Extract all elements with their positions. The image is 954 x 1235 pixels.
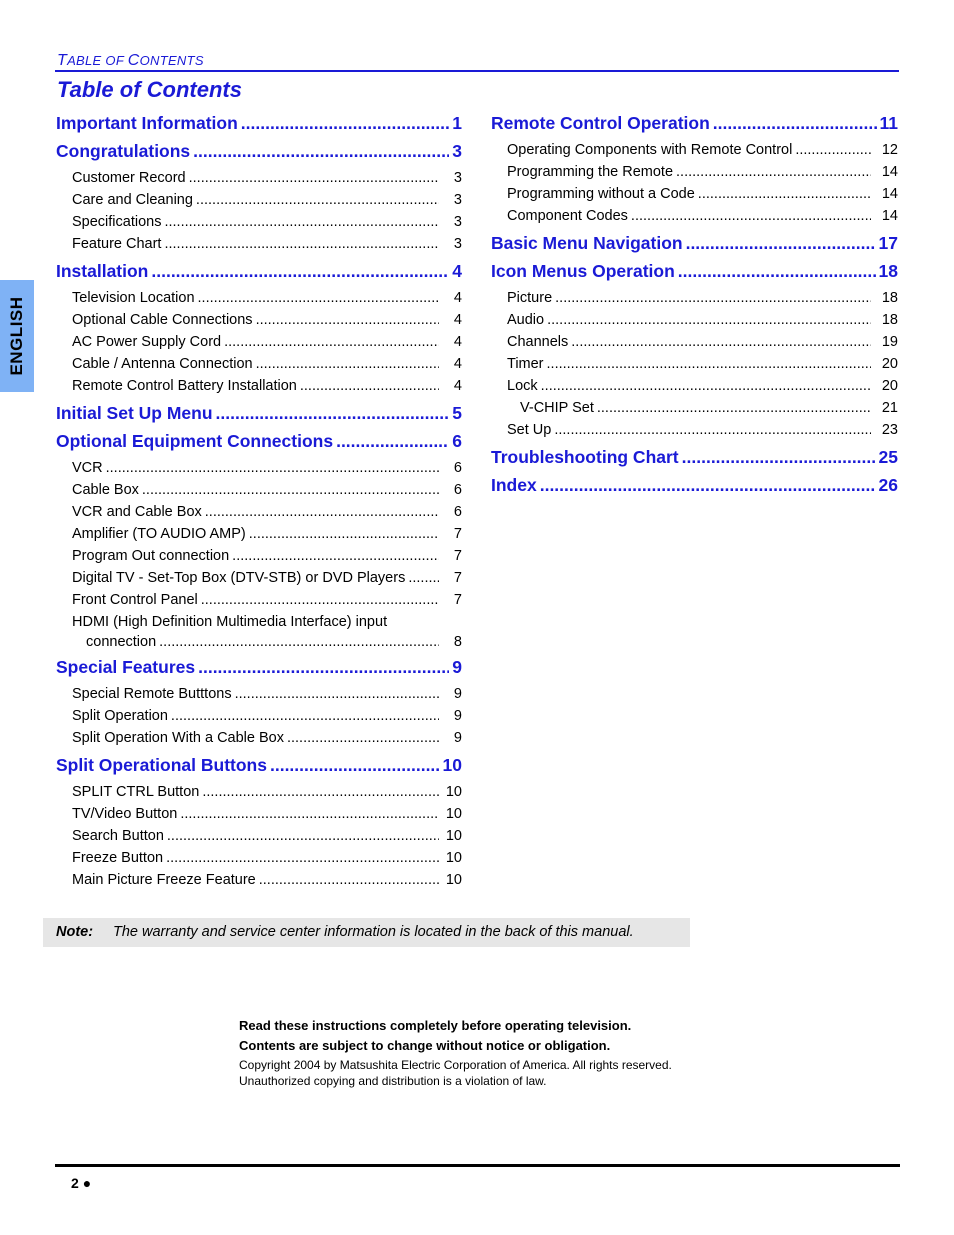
- entry-page-number: 3: [453, 214, 462, 230]
- entry-label: Picture: [507, 290, 553, 306]
- toc-section-link[interactable]: [56, 140, 462, 168]
- entry-page-number: 10: [445, 784, 462, 800]
- dot-leader: [142, 480, 439, 500]
- dot-leader: [300, 376, 439, 396]
- entry-label: Care and Cleaning: [72, 192, 193, 208]
- entry-page-number: 10: [445, 828, 462, 844]
- entry-label: Special Remote Butttons: [72, 686, 232, 702]
- section-title: Optional Equipment Connections: [56, 431, 334, 451]
- section-spacer: [56, 892, 462, 896]
- entry-page-number: 20: [881, 356, 898, 372]
- language-tab: [0, 280, 34, 392]
- toc-entry-link[interactable]: [56, 376, 462, 398]
- entry-page-number: 18: [881, 290, 898, 306]
- toc-entry-link[interactable]: [491, 162, 898, 184]
- dot-leader: [540, 474, 876, 496]
- dot-leader: [166, 848, 439, 868]
- entry-page-number: 9: [453, 686, 462, 702]
- entry-label: Audio: [507, 312, 545, 328]
- entry-label: Customer Record: [72, 170, 186, 186]
- toc-section-link[interactable]: [56, 754, 462, 782]
- toc-left-column: [56, 112, 462, 896]
- entry-page-number: 8: [453, 634, 462, 650]
- entry-label: Feature Chart: [72, 236, 162, 252]
- copyright-line: Copyright 2004 by Matsushita Electric Corporation of America. All rights reserved.: [239, 1058, 672, 1072]
- toc-entry-link[interactable]: [56, 524, 462, 546]
- section-title: Remote Control Operation: [491, 113, 710, 133]
- section-page-number: 11: [879, 113, 898, 133]
- entry-page-number: 20: [881, 378, 898, 394]
- dot-leader: [189, 168, 439, 188]
- section-page-number: 18: [878, 261, 898, 281]
- legal-notice: [239, 1016, 709, 1089]
- entry-label: Optional Cable Connections: [72, 312, 253, 328]
- toc-section-link[interactable]: [491, 474, 898, 502]
- dot-leader: [698, 184, 871, 204]
- dot-leader: [287, 728, 439, 748]
- page-title: Table of Contents: [57, 77, 242, 102]
- entry-label: Specifications: [72, 214, 162, 230]
- toc-entry-link[interactable]: [56, 310, 462, 332]
- entry-page-number: 14: [881, 186, 898, 202]
- entry-page-number: 9: [453, 708, 462, 724]
- section-title: Icon Menus Operation: [491, 261, 675, 281]
- footer-rule: [55, 1164, 900, 1167]
- toc-section-link[interactable]: [56, 656, 462, 684]
- entry-label: TV/Video Button: [72, 806, 178, 822]
- entry-label: Main Picture Freeze Feature: [72, 872, 256, 888]
- entry-label: Front Control Panel: [72, 592, 198, 608]
- dot-leader: [196, 190, 439, 210]
- toc-entry-link[interactable]: [56, 590, 462, 612]
- dot-leader: [554, 420, 871, 440]
- entry-label: Split Operation With a Cable Box: [72, 730, 284, 746]
- dot-leader: [198, 288, 439, 308]
- dot-leader: [180, 804, 439, 824]
- dot-leader: [686, 232, 876, 254]
- toc-entry-link[interactable]: [491, 184, 898, 206]
- entry-label: HDMI (High Definition Multimedia Interface) input: [72, 614, 388, 630]
- toc-section-link[interactable]: [491, 232, 898, 260]
- entry-label: SPLIT CTRL Button: [72, 784, 200, 800]
- toc-entry-link[interactable]: [491, 354, 898, 376]
- entry-page-number: 18: [881, 312, 898, 328]
- toc-entry-link[interactable]: [56, 546, 462, 568]
- toc-entry-link[interactable]: [56, 354, 462, 376]
- section-page-number: 5: [452, 403, 462, 423]
- toc-entry-link[interactable]: [491, 140, 898, 162]
- entry-page-number: 12: [881, 142, 898, 158]
- section-title: Congratulations: [56, 141, 191, 161]
- entry-page-number: 10: [445, 850, 462, 866]
- section-title: Basic Menu Navigation: [491, 233, 683, 253]
- entry-page-number: 4: [453, 312, 462, 328]
- toc-entry-link[interactable]: [491, 376, 898, 398]
- dot-leader: [678, 260, 876, 282]
- copying-notice: Unauthorized copying and distribution is a violation of law.: [239, 1074, 547, 1088]
- toc-entry-link[interactable]: [56, 870, 462, 892]
- note-text: The warranty and service center information is located in the back of this manual.: [113, 924, 634, 940]
- toc-entry-link[interactable]: [56, 168, 462, 190]
- dot-leader: [631, 206, 871, 226]
- dot-leader: [682, 446, 876, 468]
- dot-leader: [235, 684, 439, 704]
- dot-leader: [249, 524, 439, 544]
- toc-entry-link[interactable]: [56, 728, 462, 750]
- section-title: Troubleshooting Chart: [491, 447, 679, 467]
- entry-page-number: 4: [453, 356, 462, 372]
- entry-label: Set Up: [507, 422, 552, 438]
- entry-page-number: 6: [453, 482, 462, 498]
- entry-page-number: 6: [453, 504, 462, 520]
- entry-label: Cable / Antenna Connection: [72, 356, 253, 372]
- dot-leader: [106, 458, 439, 478]
- dot-leader: [164, 212, 439, 232]
- entry-label: Program Out connection: [72, 548, 230, 564]
- dot-leader: [205, 502, 439, 522]
- entry-page-number: 4: [453, 290, 462, 306]
- section-page-number: 17: [878, 233, 898, 253]
- toc-section-link[interactable]: [56, 112, 462, 140]
- entry-page-number: 4: [453, 378, 462, 394]
- entry-label-continued: connection: [86, 634, 157, 650]
- section-title: Index: [491, 475, 537, 495]
- dot-leader: [713, 112, 877, 134]
- entry-page-number: 21: [881, 400, 898, 416]
- toc-entry-link[interactable]: [56, 568, 462, 590]
- dot-leader: [151, 260, 449, 282]
- entry-label: VCR: [72, 460, 103, 476]
- toc-entry-link[interactable]: [56, 848, 462, 870]
- entry-label: Programming without a Code: [507, 186, 695, 202]
- dot-leader: [541, 376, 871, 396]
- section-page-number: 25: [878, 447, 898, 467]
- section-title: Special Features: [56, 657, 196, 677]
- dot-leader: [232, 546, 439, 566]
- toc-entry-link[interactable]: [56, 612, 462, 652]
- dot-leader: [164, 234, 439, 254]
- dot-leader: [256, 354, 439, 374]
- entry-label: Cable Box: [72, 482, 139, 498]
- dot-leader: [571, 332, 871, 352]
- section-page-number: 1: [452, 113, 462, 133]
- dot-leader: [201, 590, 439, 610]
- toc-section-link[interactable]: [491, 446, 898, 474]
- entry-label: AC Power Supply Cord: [72, 334, 222, 350]
- note-box: [43, 918, 690, 947]
- entry-label: Operating Components with Remote Control: [507, 142, 793, 158]
- entry-label: VCR and Cable Box: [72, 504, 202, 520]
- dot-leader: [256, 310, 439, 330]
- entry-page-number: 14: [881, 208, 898, 224]
- language-tab-label: ENGLISH: [7, 296, 26, 376]
- section-page-number: 10: [442, 755, 462, 775]
- dot-leader: [597, 398, 871, 418]
- dot-leader: [336, 430, 449, 452]
- running-header: TABLE OF CONTENTS: [57, 52, 204, 69]
- dot-leader: [171, 706, 439, 726]
- dot-leader: [193, 140, 449, 162]
- dot-leader: [270, 754, 440, 776]
- section-title: Split Operational Buttons: [56, 755, 267, 775]
- dot-leader: [224, 332, 439, 352]
- entry-page-number: 7: [453, 592, 462, 608]
- section-page-number: 26: [878, 475, 898, 495]
- entry-page-number: 3: [453, 236, 462, 252]
- header-rule: [55, 70, 899, 72]
- entry-page-number: 4: [453, 334, 462, 350]
- legal-line-2: Contents are subject to change without notice or obligation.: [239, 1038, 611, 1053]
- dot-leader: [216, 402, 450, 424]
- dot-leader: [547, 354, 871, 374]
- entry-page-number: 3: [453, 170, 462, 186]
- entry-page-number: 14: [881, 164, 898, 180]
- dot-leader: [167, 826, 439, 846]
- entry-label: Television Location: [72, 290, 195, 306]
- section-page-number: 9: [452, 657, 462, 677]
- dot-leader: [408, 568, 439, 588]
- entry-label: Programming the Remote: [507, 164, 674, 180]
- entry-label: Timer: [507, 356, 544, 372]
- entry-label: V-CHIP Set: [520, 400, 594, 416]
- entry-label: Search Button: [72, 828, 164, 844]
- dot-leader: [676, 162, 871, 182]
- entry-label: Amplifier (TO AUDIO AMP): [72, 526, 246, 542]
- entry-label: Freeze Button: [72, 850, 164, 866]
- section-page-number: 3: [452, 141, 462, 161]
- section-title: Initial Set Up Menu: [56, 403, 213, 423]
- toc-entry-link[interactable]: [56, 190, 462, 212]
- toc-entry-link[interactable]: [491, 310, 898, 332]
- entry-page-number: 19: [881, 334, 898, 350]
- page-number: 2 ●: [71, 1175, 92, 1191]
- entry-label: Lock: [507, 378, 538, 394]
- dot-leader: [198, 656, 449, 678]
- entry-label: Split Operation: [72, 708, 168, 724]
- toc-entry-link[interactable]: [56, 458, 462, 480]
- toc-entry-link[interactable]: [56, 288, 462, 310]
- toc-right-column: [491, 112, 898, 502]
- toc-entry-link[interactable]: [56, 234, 462, 256]
- entry-page-number: 7: [453, 570, 462, 586]
- entry-page-number: 10: [445, 806, 462, 822]
- toc-entry-link[interactable]: [56, 782, 462, 804]
- entry-page-number: 23: [881, 422, 898, 438]
- entry-page-number: 9: [453, 730, 462, 746]
- toc-entry-link[interactable]: [491, 398, 898, 420]
- dot-leader: [795, 140, 871, 160]
- toc-entry-link[interactable]: [56, 212, 462, 234]
- toc-entry-link[interactable]: [56, 826, 462, 848]
- toc-section-link[interactable]: [56, 402, 462, 430]
- toc-entry-link[interactable]: [56, 684, 462, 706]
- entry-page-number: 3: [453, 192, 462, 208]
- section-title: Installation: [56, 261, 149, 281]
- dot-leader: [547, 310, 871, 330]
- toc-entry-link[interactable]: [56, 706, 462, 728]
- dot-leader: [259, 870, 439, 890]
- section-page-number: 6: [452, 431, 462, 451]
- entry-page-number: 10: [445, 872, 462, 888]
- toc-section-link[interactable]: [491, 112, 898, 140]
- entry-label: Channels: [507, 334, 569, 350]
- entry-label: Component Codes: [507, 208, 628, 224]
- entry-label: Digital TV - Set-Top Box (DTV-STB) or DVD Players: [72, 570, 406, 586]
- legal-line-1: Read these instructions completely before operating television.: [239, 1018, 632, 1033]
- dot-leader: [555, 288, 871, 308]
- section-page-number: 4: [452, 261, 462, 281]
- bullet-icon: ●: [82, 1175, 92, 1191]
- dot-leader: [159, 632, 439, 652]
- entry-page-number: 7: [453, 548, 462, 564]
- toc-section-link[interactable]: [491, 260, 898, 288]
- toc-entry-link[interactable]: [491, 332, 898, 354]
- toc-entry-link[interactable]: [56, 480, 462, 502]
- dot-leader: [241, 112, 449, 134]
- toc-entry-link[interactable]: [491, 288, 898, 310]
- entry-page-number: 7: [453, 526, 462, 542]
- toc-entry-link[interactable]: [56, 332, 462, 354]
- dot-leader: [202, 782, 439, 802]
- toc-entry-link[interactable]: [56, 804, 462, 826]
- toc-entry-link[interactable]: [491, 420, 898, 442]
- entry-page-number: 6: [453, 460, 462, 476]
- note-label: Note:: [56, 924, 94, 940]
- section-title: Important Information: [56, 113, 238, 133]
- toc-entry-link[interactable]: [56, 502, 462, 524]
- toc-section-link[interactable]: [56, 430, 462, 458]
- toc-entry-link[interactable]: [491, 206, 898, 228]
- entry-label: Remote Control Battery Installation: [72, 378, 297, 394]
- toc-section-link[interactable]: [56, 260, 462, 288]
